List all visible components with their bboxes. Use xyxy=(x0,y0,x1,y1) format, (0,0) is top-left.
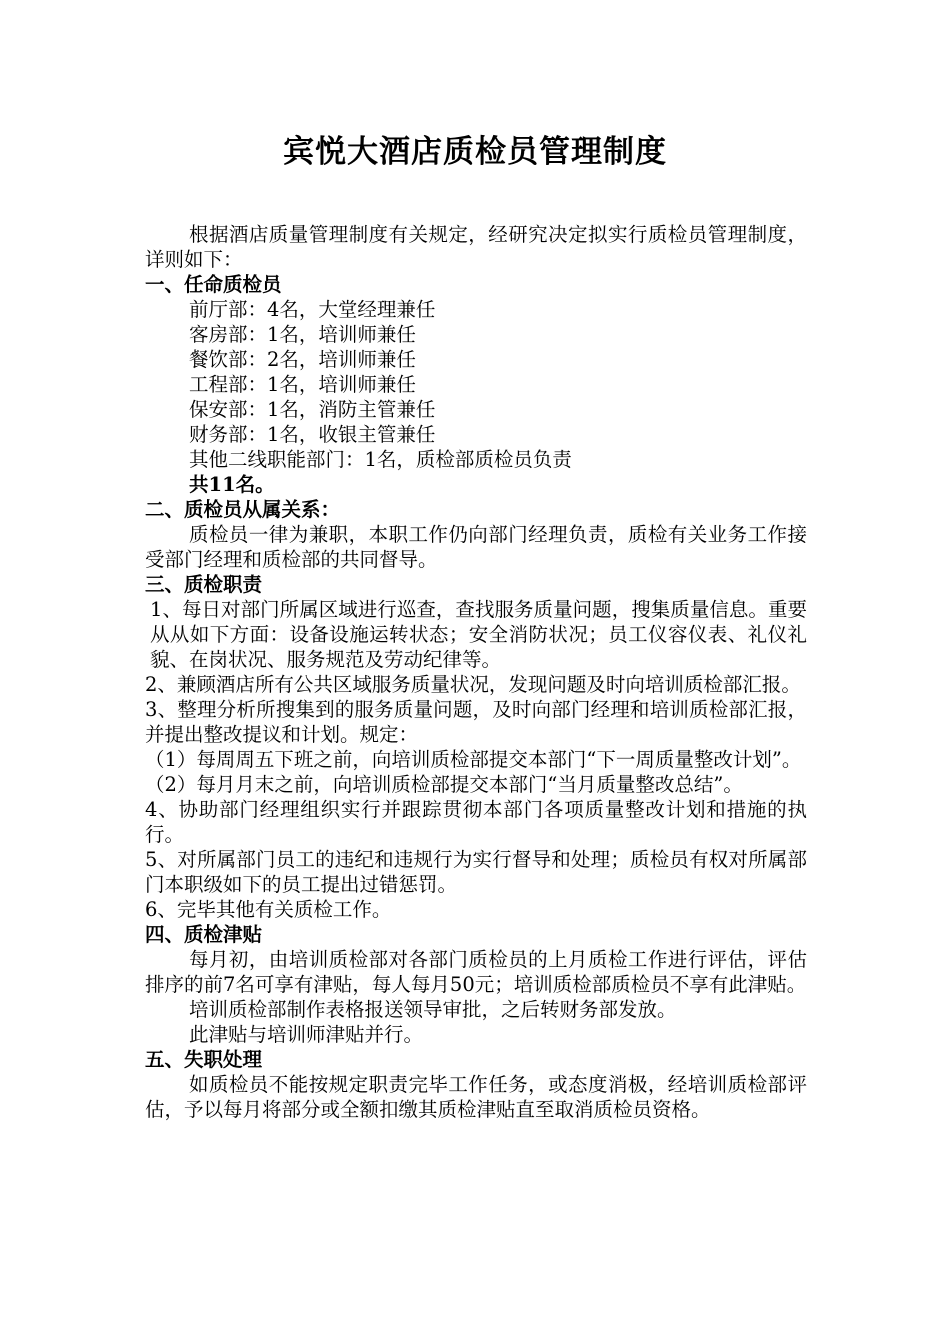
list-item: 保安部：1名，消防主管兼任 xyxy=(189,398,436,421)
section-5-heading: 五、失职处理 xyxy=(145,1048,263,1071)
duty-item-2: 2、兼顾酒店所有公共区域服务质量状况，发现问题及时向培训质检部汇报。 xyxy=(145,673,801,696)
section-4-paragraph-1: 每月初，由培训质检部对各部门质检员的上月质检工作进行评估，评估排序的前7名可享有津贴，每人每月50元；培训质检部质检员不享有此津贴。 xyxy=(145,948,807,996)
section-3-heading: 三、质检职责 xyxy=(145,573,263,596)
section-5-paragraph-1: 如质检员不能按规定职责完毕工作任务，或态度消极，经培训质检部评估，予以每月将部分或全额扣缴其质检津贴直至取消质检员资格。 xyxy=(145,1073,807,1121)
section-2-heading: 二、质检员从属关系： xyxy=(145,498,341,521)
duty-subitem-1: （1）每周周五下班之前，向培训质检部提交本部门“下一周质量整改计划”。 xyxy=(145,748,802,771)
intro-paragraph: 根据酒店质量管理制度有关规定，经研究决定拟实行质检员管理制度，详则如下： xyxy=(145,223,807,271)
section-4-heading: 四、质检津贴 xyxy=(145,923,263,946)
section-2-text: 质检员一律为兼职，本职工作仍向部门经理负责，质检有关业务工作接受部门经理和质检部的共同督导。 xyxy=(145,523,807,571)
document-body xyxy=(145,222,807,1122)
section-4-paragraph-2: 培训质检部制作表格报送领导审批，之后转财务部发放。 xyxy=(189,998,677,1021)
list-item: 餐饮部：2名，培训师兼任 xyxy=(189,348,416,371)
list-item: 工程部：1名，培训师兼任 xyxy=(189,373,416,396)
list-item: 财务部：1名，收银主管兼任 xyxy=(189,423,436,446)
duty-item-4: 4、协助部门经理组织实行并跟踪贯彻本部门各项质量整改计划和措施的执行。 xyxy=(145,798,807,846)
duty-item-3: 3、整理分析所搜集到的服务质量问题，及时向部门经理和培训质检部汇报，并提出整改提议和计划。规定： xyxy=(145,698,807,746)
section-1-heading: 一、任命质检员 xyxy=(145,273,282,296)
list-item: 客房部：1名，培训师兼任 xyxy=(189,323,416,346)
document-title: 宾悦大酒店质检员管理制度 xyxy=(283,134,667,170)
duty-item-5: 5、对所属部门员工的违纪和违规行为实行督导和处理；质检员有权对所属部门本职级如下的员工提出过错惩罚。 xyxy=(145,848,807,896)
duty-subitem-2: （2）每月月末之前，向培训质检部提交本部门“当月质量整改总结”。 xyxy=(145,773,743,796)
list-item: 前厅部：4名，大堂经理兼任 xyxy=(189,298,436,321)
duty-item-1: 1、每日对部门所属区域进行巡查，查找服务质量问题，搜集质量信息。重要从从如下方面：设备设施运转状态；安全消防状况；员工仪容仪表、礼仪礼貌、在岗状况、服务规范及劳动纪律等。 xyxy=(150,598,807,671)
duty-item-6: 6、完毕其他有关质检工作。 xyxy=(145,898,392,921)
list-item: 其他二线职能部门：1名，质检部质检员负责 xyxy=(189,448,572,471)
section-4-paragraph-3: 此津贴与培训师津贴并行。 xyxy=(189,1023,424,1046)
section-1-total: 共11名。 xyxy=(189,473,275,496)
